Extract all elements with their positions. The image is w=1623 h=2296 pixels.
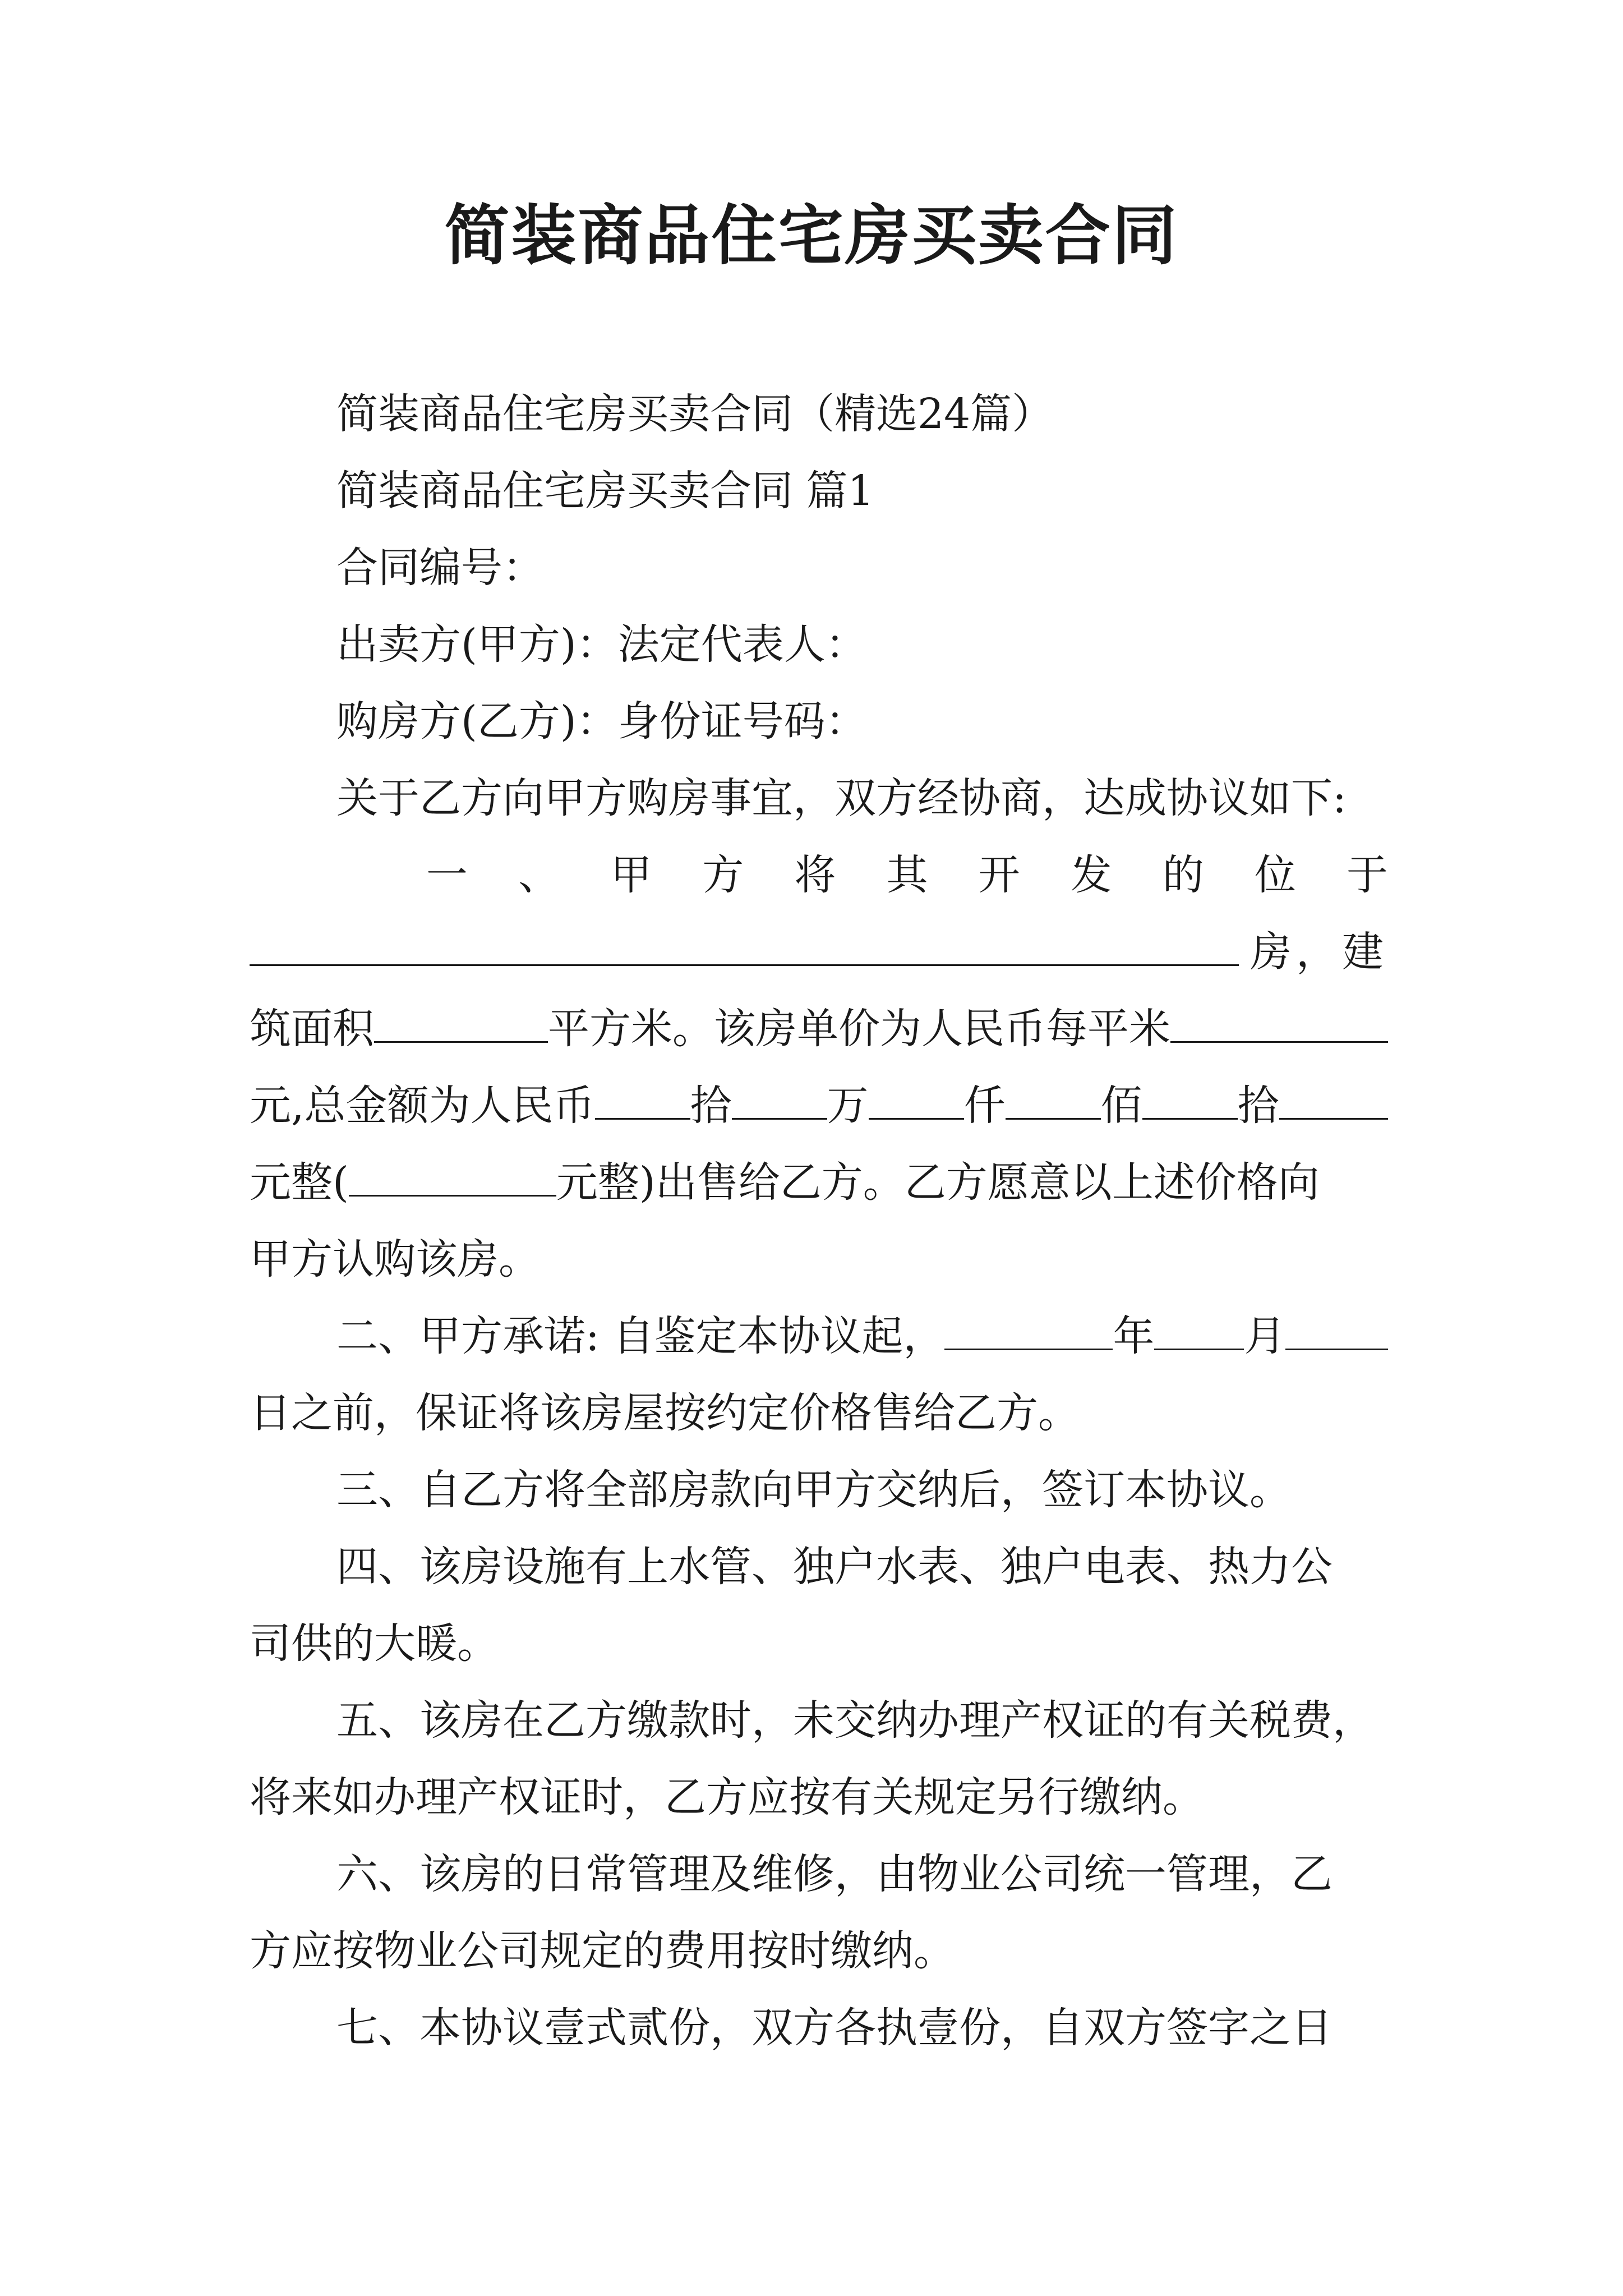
unit-qian: 仟 — [963, 1082, 1006, 1130]
clause1-tail-a: 元整( — [250, 1158, 349, 1207]
seller-line: 出卖方(甲方)：法定代表人： — [336, 620, 867, 669]
month-blank[interactable] — [1154, 1308, 1244, 1350]
amount-blank-2[interactable] — [732, 1078, 827, 1120]
clause4-line2: 司供的大暖。 — [250, 1619, 499, 1668]
location-blank[interactable] — [250, 924, 1239, 966]
clause1-tail-c: 甲方认购该房。 — [250, 1235, 540, 1283]
amount-blank-3[interactable] — [869, 1078, 964, 1120]
clause1-area-line — [250, 1001, 1388, 1057]
clause2-text: 二、甲方承诺: 自鉴定本协议起， — [336, 1312, 945, 1360]
clause1-heading — [426, 847, 1388, 903]
clause1-total-label: 元,总金额为人民币 — [250, 1082, 595, 1130]
year-label: 年 — [1113, 1312, 1155, 1360]
day-blank[interactable] — [1285, 1308, 1388, 1350]
contract-number: 合同编号： — [336, 544, 544, 592]
clause4-line1: 四、该房设施有上水管、独户水表、独户电表、热力公 — [336, 1543, 1332, 1591]
intro-line: 关于乙方向甲方购房事宜，双方经协商，达成协议如下: — [336, 774, 1347, 822]
clause5-line1: 五、该房在乙方缴款时，未交纳办理产权证的有关税费， — [336, 1696, 1374, 1745]
document-title: 简装商品住宅房买卖合同 — [444, 197, 1179, 274]
clause1-area-label: 筑面积 — [250, 1005, 374, 1053]
clause5-line2: 将来如办理产权证时，乙方应按有关规定另行缴纳。 — [250, 1773, 1204, 1821]
clause1-char: 、 — [518, 851, 560, 899]
clause1-location-line — [250, 924, 1388, 980]
unit-bai: 佰 — [1100, 1082, 1142, 1130]
clause1-char: 于 — [1346, 851, 1388, 899]
clause3: 三、自乙方将全部房款向甲方交纳后，签订本协议。 — [336, 1466, 1291, 1514]
clause7-line1: 七、本协议壹式贰份，双方各执壹份，自双方签字之日 — [336, 2004, 1332, 2052]
unit-shi: 拾 — [690, 1082, 732, 1130]
clause1-char: 方 — [702, 851, 744, 899]
unit-shi-2: 拾 — [1237, 1082, 1279, 1130]
clause6-line1: 六、该房的日常管理及维修，由物业公司统一管理，乙 — [336, 1850, 1332, 1898]
amount-blank-5[interactable] — [1142, 1078, 1238, 1120]
buyer-line: 购房方(乙方)：身份证号码： — [336, 697, 867, 746]
amount-blank-4[interactable] — [1006, 1078, 1101, 1120]
clause1-total-line — [250, 1078, 1388, 1134]
unit-price-blank[interactable] — [1170, 1001, 1388, 1043]
amount-blank-6[interactable] — [1279, 1078, 1388, 1120]
clause1-char: 发 — [1070, 851, 1112, 899]
clause1-house-text: 房，建 — [1250, 928, 1388, 976]
clause2-line — [336, 1308, 1388, 1364]
year-blank[interactable] — [944, 1308, 1113, 1350]
clause1-char: 一 — [426, 851, 468, 899]
area-blank[interactable] — [374, 1001, 548, 1043]
amount-blank-1[interactable] — [595, 1078, 690, 1120]
clause1-char: 的 — [1162, 851, 1204, 899]
clause2-continued: 日之前，保证将该房屋按约定价格售给乙方。 — [250, 1389, 1080, 1437]
unit-wan: 万 — [827, 1082, 869, 1130]
clause1-char: 位 — [1254, 851, 1296, 899]
clause1-char: 其 — [886, 851, 928, 899]
clause6-line2: 方应按物业公司规定的费用按时缴纳。 — [250, 1927, 955, 1975]
clause1-price-label: 平方米。该房单价为人民币每平米 — [548, 1005, 1170, 1053]
clause1-char: 甲 — [610, 851, 652, 899]
clause1-char: 开 — [978, 851, 1020, 899]
month-label: 月 — [1244, 1312, 1286, 1360]
clause1-char: 将 — [794, 851, 836, 899]
clause1-tail-b: 元整)出售给乙方。乙方愿意以上述价格向 — [556, 1158, 1320, 1207]
clause1-sale-line — [250, 1154, 1388, 1211]
subtitle: 简装商品住宅房买卖合同（精选24篇） — [336, 390, 1054, 438]
amount-figure-blank[interactable] — [349, 1154, 556, 1197]
chapter-heading: 简装商品住宅房买卖合同 篇1 — [336, 467, 874, 515]
